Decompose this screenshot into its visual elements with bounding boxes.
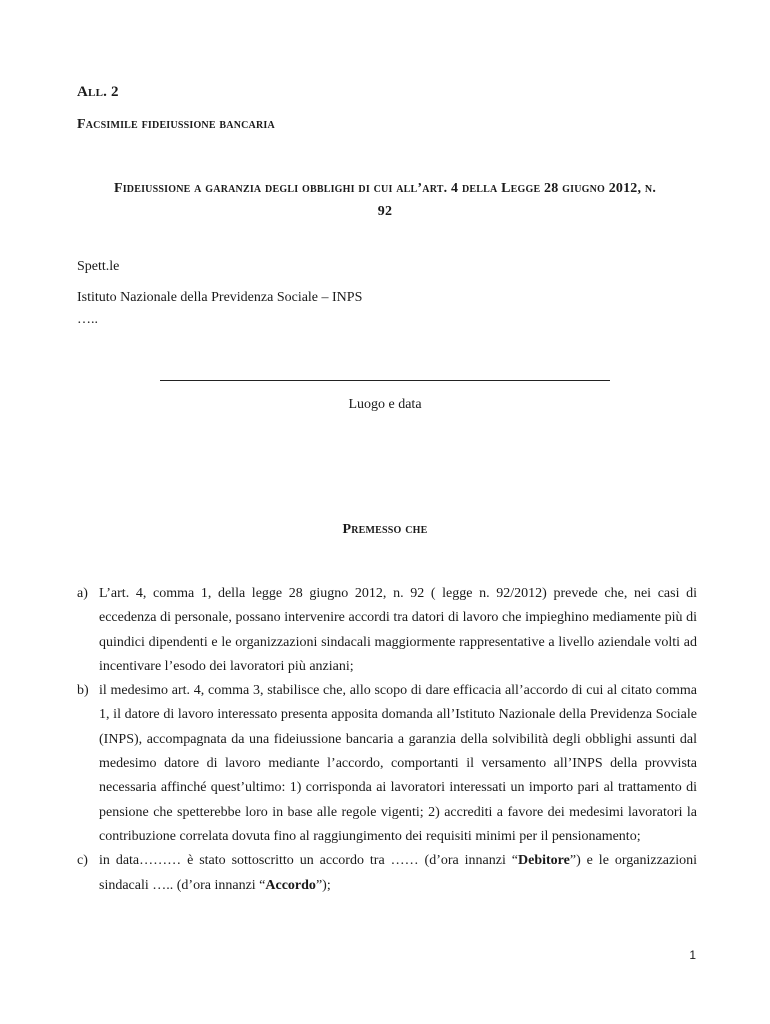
recipient-salutation: Spett.le: [77, 259, 120, 274]
attachment-label: All. 2: [77, 84, 119, 100]
list-item: [77, 582, 697, 679]
list-item-text: ”) e le organizzazioni sindacali ….. (d’ora innanzi “: [99, 853, 697, 893]
recipient-address-placeholder: …..: [77, 312, 98, 327]
place-date-line: [160, 380, 610, 381]
list-item: [77, 679, 697, 849]
page-number: 1: [689, 948, 696, 962]
list-item: [77, 849, 697, 898]
document-title-line-2: 92: [377, 204, 393, 219]
agreement-term: Accordo: [265, 877, 316, 893]
facsimile-heading: Facsimile fideiussione bancaria: [77, 117, 275, 132]
document-title-line-1: Fideiussione a garanzia degli obblighi di cui all’art. 4 della Legge 28 giugno 2012, n.: [113, 181, 657, 196]
list-marker: c): [77, 853, 88, 869]
list-marker: b): [77, 683, 89, 699]
list-item-text: L’art. 4, comma 1, della legge 28 giugno 2012, n. 92 ( legge n. 92/2012) prevede che, nei casi di eccedenza di personale, possano intervenire accordi tra datori di lavoro che impieghino mediamente più di quindici dipendenti e le organizzazioni sindacali maggiormente rappresentative a livello aziendale volti ad incentivare l’esodo dei lavoratori più anziani;: [99, 586, 697, 674]
list-marker: a): [77, 586, 88, 601]
place-date-label: Luogo e data: [348, 397, 422, 412]
debtor-term: Debitore: [518, 853, 570, 869]
section-heading: Premesso che: [342, 522, 428, 537]
list-item-text: in data……… è stato sottoscritto un accordo tra …… (d’ora innanzi “: [99, 853, 519, 869]
list-item-text: il medesimo art. 4, comma 3, stabilisce che, allo scopo di dare efficacia all’accordo di cui al citato comma 1, il datore di lavoro interessato presenta apposita domanda all’Istituto Nazionale della Previdenza Sociale (INPS), accompagnata da una fideiussione bancaria a garanzia della solvibilità degli obblighi assunti dal medesimo datore di lavoro mediante l’accordo, comportanti il versamento all’INPS della provvista necessaria affinché quest’ultimo: 1) corrisponda ai lavoratori interessati un importo pari al trattamento di pensione che spetterebbe loro in base alle regole vigenti; 2) accrediti a favore dei medesimi lavoratori la contribuzione correlata dovuta fino al raggiungimento dei requisiti minimi per il pensionamento;: [99, 683, 697, 844]
premises-list: [77, 582, 697, 898]
document-title: [72, 177, 698, 223]
recipient-entity: Istituto Nazionale della Previdenza Sociale – INPS: [77, 290, 363, 305]
list-item-text: ”);: [315, 877, 331, 893]
